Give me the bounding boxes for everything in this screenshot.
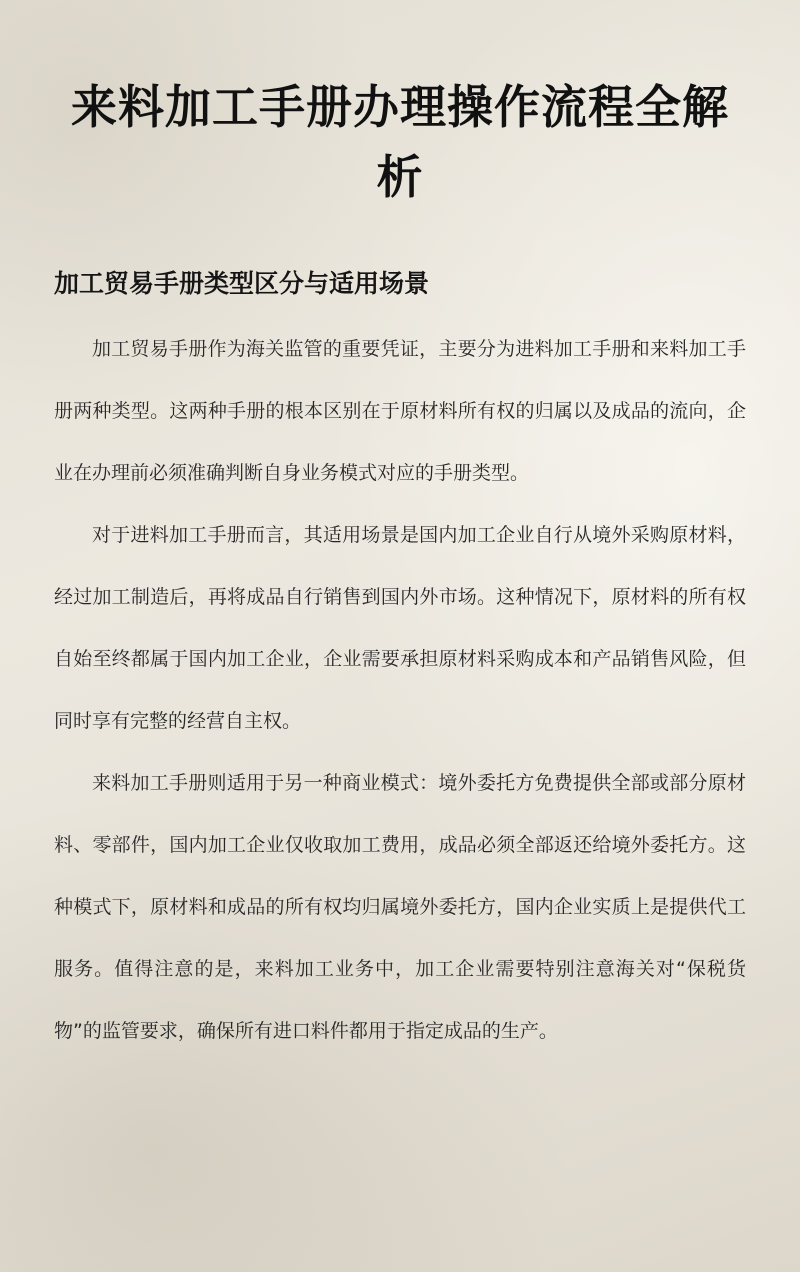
article-title: 来料加工手册办理操作流程全解析 (71, 80, 729, 204)
paragraph-1: 加工贸易手册作为海关监管的重要凭证，主要分为进料加工手册和来料加工手册两种类型。这两种手册的根本区别在于原材料所有权的归属以及成品的流向，企业在办理前必须准确判断自身业务模式对应的手册类型。 (54, 338, 746, 484)
paragraph-2: 对于进料加工手册而言，其适用场景是国内加工企业自行从境外采购原材料，经过加工制造后，再将成品自行销售到国内外市场。这种情况下，原材料的所有权自始至终都属于国内加工企业，企业需要承担原材料采购成本和产品销售风险，但同时享有完整的经营自主权。 (54, 524, 746, 732)
paragraph-3: 来料加工手册则适用于另一种商业模式：境外委托方免费提供全部或部分原材料、零部件，国内加工企业仅收取加工费用，成品必须全部返还给境外委托方。这种模式下，原材料和成品的所有权均归属境外委托方，国内企业实质上是提供代工服务。值得注意的是，来料加工业务中，加工企业需要特别注意海关对“保税货物”的监管要求，确保所有进口料件都用于指定成品的生产。 (54, 772, 746, 1042)
section-heading: 加工贸易手册类型区分与适用场景 (54, 269, 430, 298)
